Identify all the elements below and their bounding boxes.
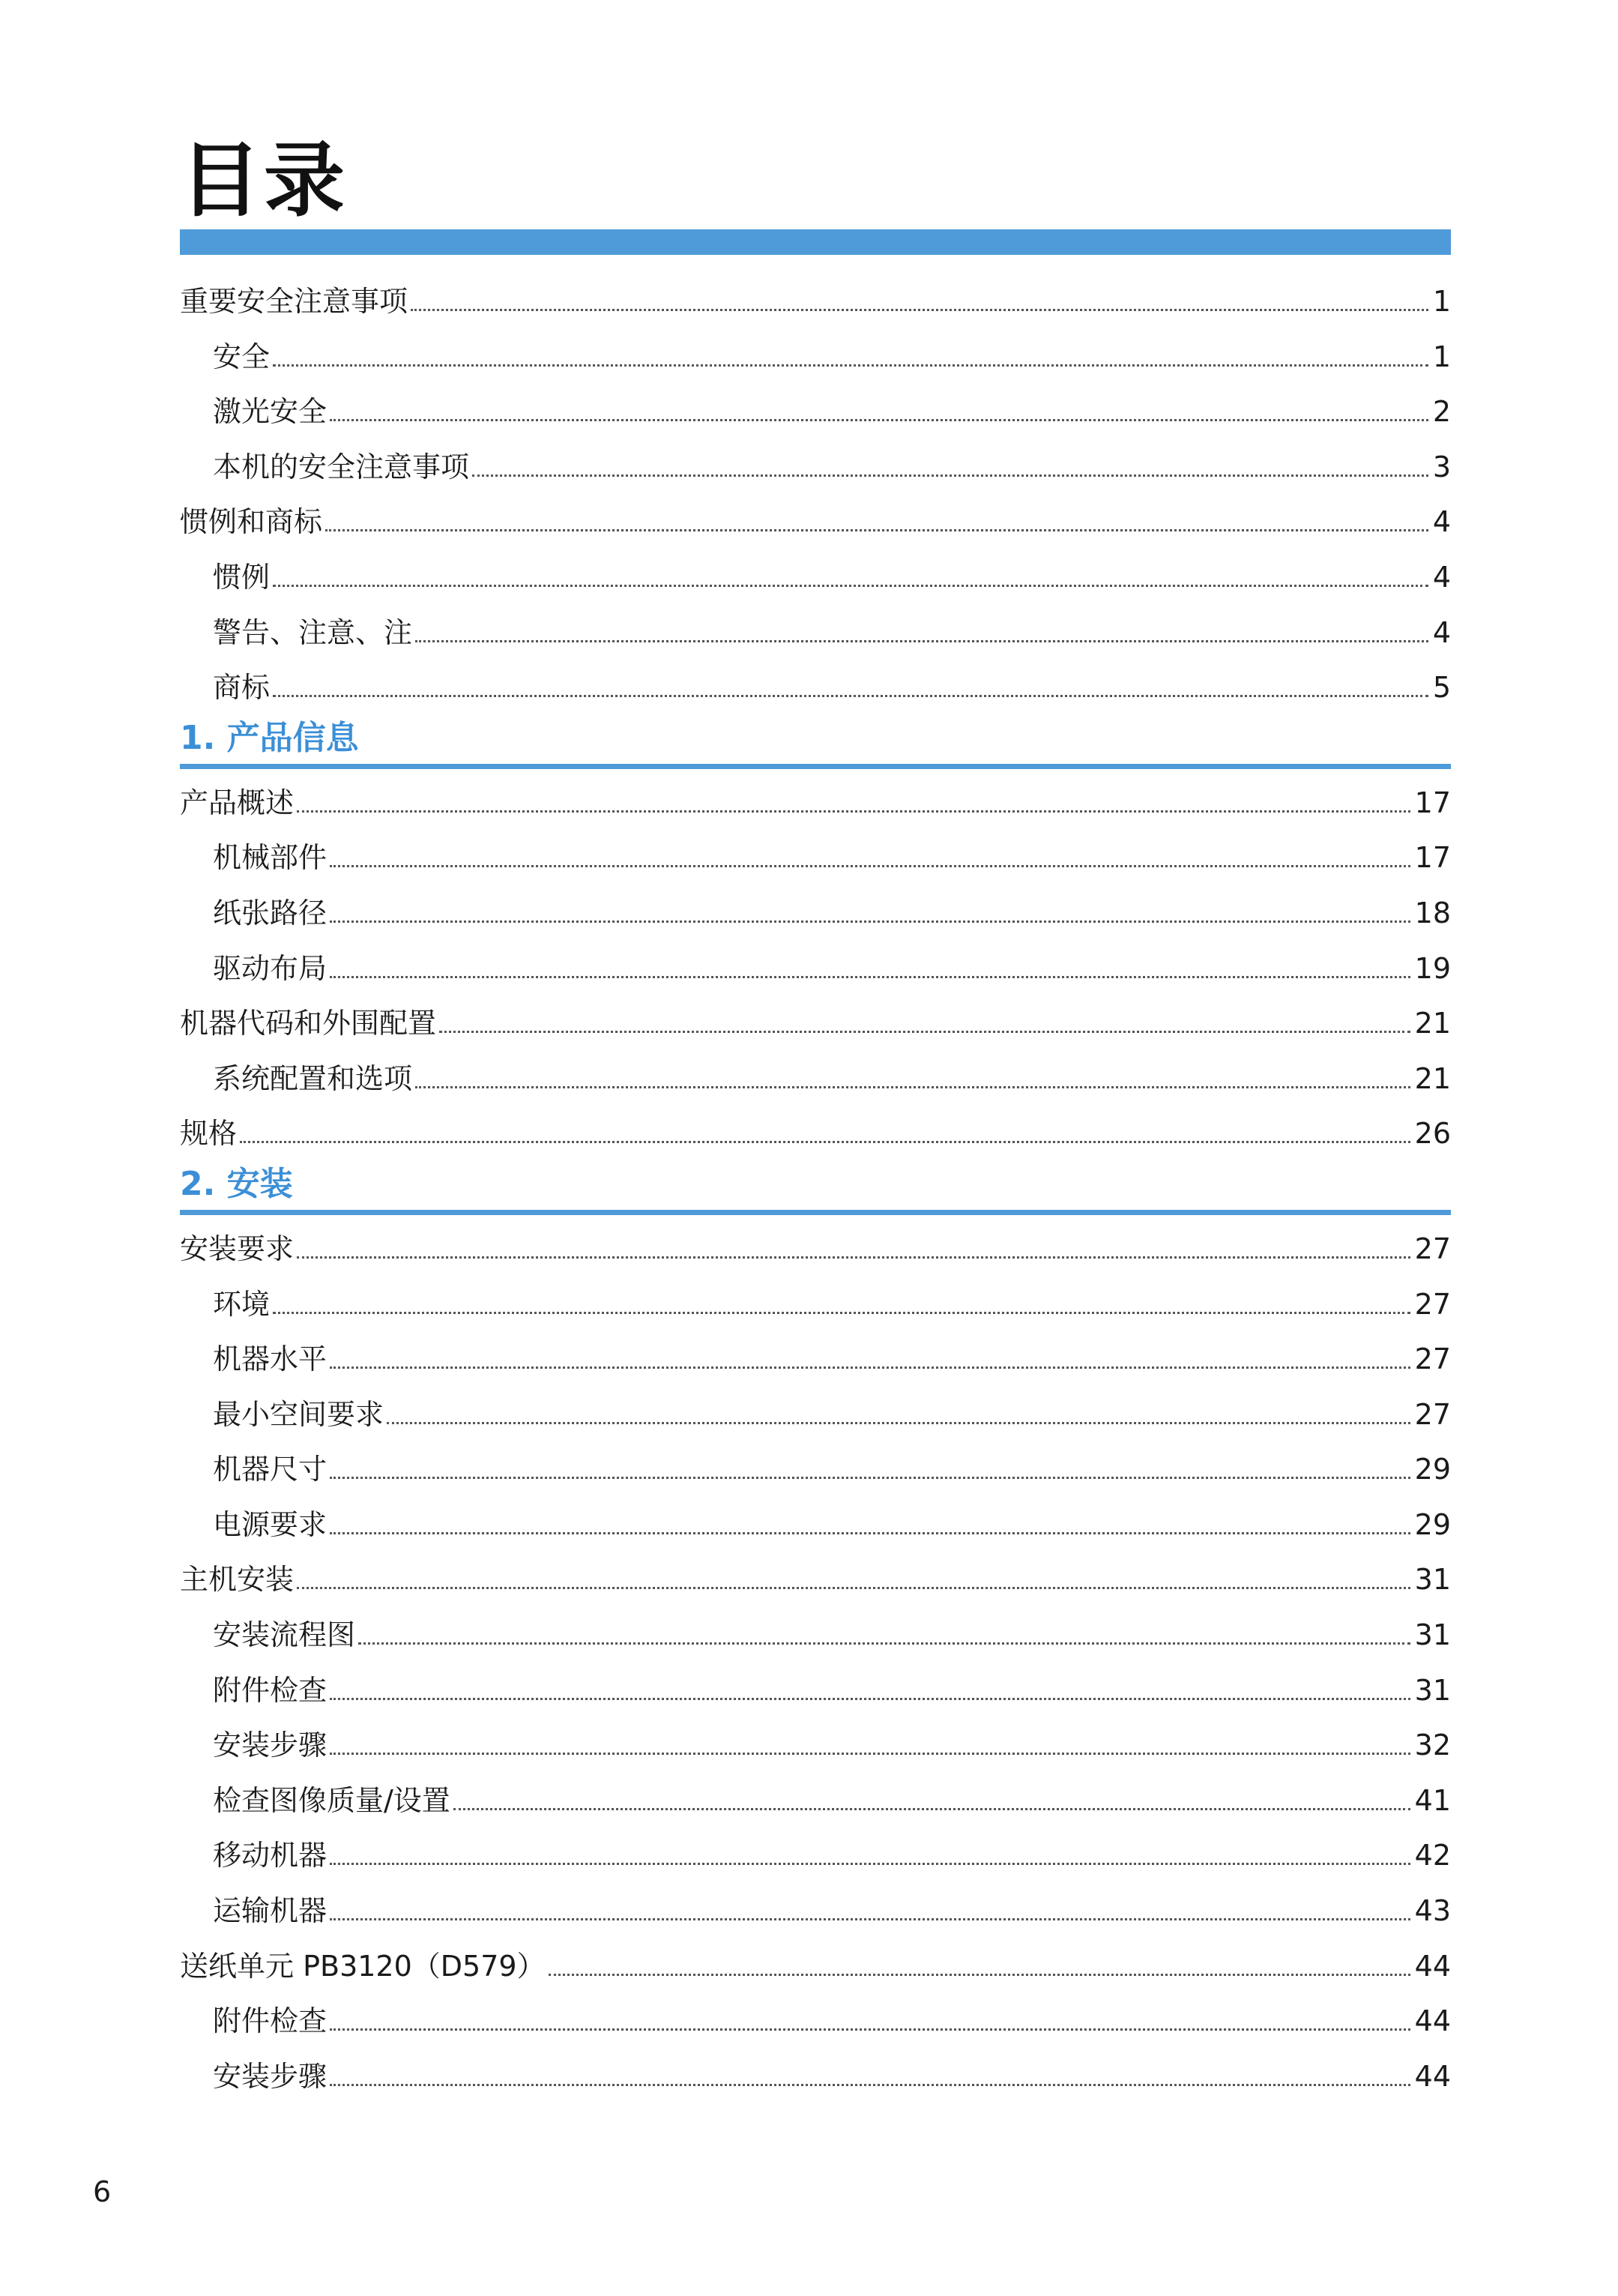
page-title: 目录 (180, 134, 348, 228)
toc-entry[interactable] (180, 1552, 1451, 1608)
toc-dot-leader (273, 364, 1428, 367)
toc-entry-label[interactable]: 规格 (180, 1117, 238, 1151)
toc-entry-label[interactable]: 安全 (213, 340, 271, 373)
toc-entry[interactable] (180, 1277, 1451, 1333)
toc-entry-page-number: 27 (1414, 1287, 1451, 1321)
toc-dot-leader (330, 1918, 1410, 1920)
toc-entry-page-number: 4 (1432, 560, 1451, 594)
toc-entry-label[interactable]: 本机的安全注意事项 (213, 450, 470, 483)
toc-entry-page-number: 43 (1414, 1894, 1451, 1928)
toc-entry[interactable] (180, 330, 1451, 385)
toc-entry-page-number: 21 (1414, 1007, 1451, 1040)
toc-entry[interactable] (180, 831, 1451, 886)
toc-entry-label[interactable]: 安装步骤 (213, 2059, 327, 2093)
toc-dot-leader (330, 976, 1410, 978)
toc-dot-leader (330, 920, 1410, 923)
toc-entry-label[interactable]: 安装步骤 (213, 1729, 327, 1762)
toc-entry[interactable] (180, 274, 1451, 330)
toc-dot-leader (273, 585, 1428, 587)
toc-entry[interactable] (180, 660, 1451, 716)
toc-dot-leader (415, 640, 1428, 642)
toc-dot-leader (387, 1422, 1410, 1424)
toc-entry-label[interactable]: 机器尺寸 (213, 1453, 327, 1486)
toc-entry-page-number: 29 (1414, 1453, 1451, 1486)
toc-entry-page-number: 3 (1432, 450, 1451, 483)
toc-entry-label[interactable]: 激光安全 (213, 395, 327, 429)
toc-dot-leader (240, 1141, 1410, 1143)
toc-entry[interactable] (180, 606, 1451, 661)
toc-dot-leader (330, 2084, 1410, 2086)
toc-entry-page-number: 27 (1414, 1397, 1451, 1431)
toc-entry-label[interactable]: 警告、注意、注 (213, 615, 413, 649)
toc-section2-group (180, 1222, 1451, 2105)
toc-entry[interactable] (180, 1608, 1451, 1663)
section-header-1 (180, 711, 1451, 776)
toc-dot-leader (297, 1256, 1410, 1259)
toc-entry[interactable] (180, 495, 1451, 550)
toc-entry-label[interactable]: 附件检查 (213, 2004, 327, 2038)
toc-entry[interactable] (180, 1498, 1451, 1553)
toc-dot-leader (415, 1086, 1410, 1088)
toc-entry-page-number: 44 (1414, 2004, 1451, 2038)
toc-entry-label[interactable]: 安装流程图 (213, 1618, 356, 1652)
toc-dot-leader (297, 1587, 1410, 1589)
table-of-contents (180, 274, 1451, 2104)
toc-entry[interactable] (180, 440, 1451, 495)
toc-dot-leader (273, 1312, 1410, 1314)
toc-entry-label[interactable]: 惯例 (213, 560, 271, 594)
toc-entry-page-number: 44 (1414, 2059, 1451, 2093)
toc-dot-leader (330, 1532, 1410, 1534)
section-rule (180, 764, 1451, 769)
toc-entry-label[interactable]: 机械部件 (213, 841, 327, 875)
toc-entry-label[interactable]: 安装要求 (180, 1232, 295, 1265)
toc-entry-label[interactable]: 商标 (213, 671, 271, 705)
toc-dot-leader (273, 695, 1428, 697)
toc-entry-label[interactable]: 环境 (213, 1287, 271, 1321)
toc-entry-page-number: 18 (1414, 896, 1451, 929)
toc-entry-label[interactable]: 运输机器 (213, 1894, 327, 1928)
toc-entry-page-number: 41 (1414, 1783, 1451, 1817)
toc-entry-page-number: 2 (1432, 395, 1451, 429)
section-header-2 (180, 1157, 1451, 1222)
toc-entry[interactable] (180, 1994, 1451, 2049)
toc-entry-page-number: 19 (1414, 951, 1451, 985)
toc-entry-page-number: 26 (1414, 1117, 1451, 1151)
title-underline-bar (180, 229, 1451, 255)
toc-entry[interactable] (180, 1222, 1451, 1277)
toc-entry[interactable] (180, 550, 1451, 606)
toc-entry-page-number: 4 (1432, 615, 1451, 649)
toc-entry[interactable] (180, 776, 1451, 831)
toc-entry-page-number: 5 (1432, 671, 1451, 705)
toc-dot-leader (439, 1031, 1410, 1033)
toc-dot-leader (330, 1863, 1410, 1865)
toc-entry[interactable] (180, 996, 1451, 1052)
toc-entry-page-number: 21 (1414, 1061, 1451, 1095)
section-rule (180, 1210, 1451, 1215)
toc-entry-label[interactable]: 机器水平 (213, 1343, 327, 1376)
toc-entry-label[interactable]: 惯例和商标 (180, 505, 323, 539)
toc-entry-page-number: 17 (1414, 786, 1451, 819)
toc-dot-leader (453, 1808, 1410, 1810)
toc-entry[interactable] (180, 1332, 1451, 1387)
toc-entry-page-number: 1 (1432, 340, 1451, 373)
toc-entry[interactable] (180, 1939, 1451, 1995)
toc-entry-page-number: 17 (1414, 841, 1451, 875)
page-number: 6 (93, 2175, 112, 2208)
toc-entry-page-number: 27 (1414, 1232, 1451, 1265)
toc-dot-leader (330, 1477, 1410, 1479)
toc-entry-page-number: 44 (1414, 1949, 1451, 1983)
toc-entry-label[interactable]: 系统配置和选项 (213, 1061, 413, 1095)
toc-dot-leader (472, 474, 1428, 477)
toc-entry[interactable] (180, 1718, 1451, 1774)
toc-entry[interactable] (180, 886, 1451, 941)
toc-entry-page-number: 1 (1432, 285, 1451, 318)
toc-entry-page-number: 29 (1414, 1507, 1451, 1541)
toc-entry[interactable] (180, 1828, 1451, 1884)
toc-dot-leader (411, 309, 1428, 311)
section-title-installation[interactable]: 2. 安装 (180, 1164, 293, 1203)
toc-entry-label[interactable]: 纸张路径 (213, 896, 327, 929)
toc-entry-label[interactable]: 主机安装 (180, 1563, 295, 1597)
toc-entry-label[interactable]: 产品概述 (180, 786, 295, 819)
section-title-product-info[interactable]: 1. 产品信息 (180, 718, 359, 757)
toc-entry-page-number: 42 (1414, 1839, 1451, 1872)
toc-entry[interactable] (180, 1663, 1451, 1719)
toc-dot-leader (330, 1367, 1410, 1369)
toc-entry-label[interactable]: 检查图像质量/设置 (213, 1783, 450, 1817)
toc-entry[interactable] (180, 1442, 1451, 1498)
toc-entry-label[interactable]: 送纸单元 PB3120（D579） (180, 1949, 546, 1983)
toc-dot-leader (549, 1974, 1410, 1976)
toc-entry[interactable] (180, 1387, 1451, 1443)
toc-entry[interactable] (180, 2049, 1451, 2105)
toc-entry-page-number: 31 (1414, 1673, 1451, 1707)
toc-entry[interactable] (180, 385, 1451, 440)
toc-entry[interactable] (180, 941, 1451, 997)
toc-dot-leader (330, 865, 1410, 867)
toc-dot-leader (358, 1642, 1410, 1645)
toc-entry[interactable] (180, 1052, 1451, 1107)
toc-dot-leader (330, 419, 1428, 421)
toc-entry[interactable] (180, 1106, 1451, 1162)
toc-entry-label[interactable]: 驱动布局 (213, 951, 327, 985)
toc-entry-label[interactable]: 最小空间要求 (213, 1397, 384, 1431)
toc-dot-leader (297, 810, 1410, 813)
toc-entry-page-number: 32 (1414, 1729, 1451, 1762)
toc-entry-page-number: 31 (1414, 1618, 1451, 1652)
toc-entry-page-number: 4 (1432, 505, 1451, 539)
toc-entry[interactable] (180, 1884, 1451, 1939)
toc-entry-label[interactable]: 移动机器 (213, 1839, 327, 1872)
toc-dot-leader (325, 529, 1428, 531)
toc-entry[interactable] (180, 1774, 1451, 1829)
toc-entry-label[interactable]: 电源要求 (213, 1507, 327, 1541)
toc-section1-group (180, 776, 1451, 1162)
toc-dot-leader (330, 1753, 1410, 1755)
toc-entry-label[interactable]: 附件检查 (213, 1673, 327, 1707)
toc-entry-label[interactable]: 机器代码和外围配置 (180, 1007, 437, 1040)
toc-entry-label[interactable]: 重要安全注意事项 (180, 285, 408, 318)
toc-entry-page-number: 27 (1414, 1343, 1451, 1376)
toc-intro-group (180, 274, 1451, 716)
toc-dot-leader (330, 2028, 1410, 2031)
toc-entry-page-number: 31 (1414, 1563, 1451, 1597)
toc-dot-leader (330, 1698, 1410, 1700)
